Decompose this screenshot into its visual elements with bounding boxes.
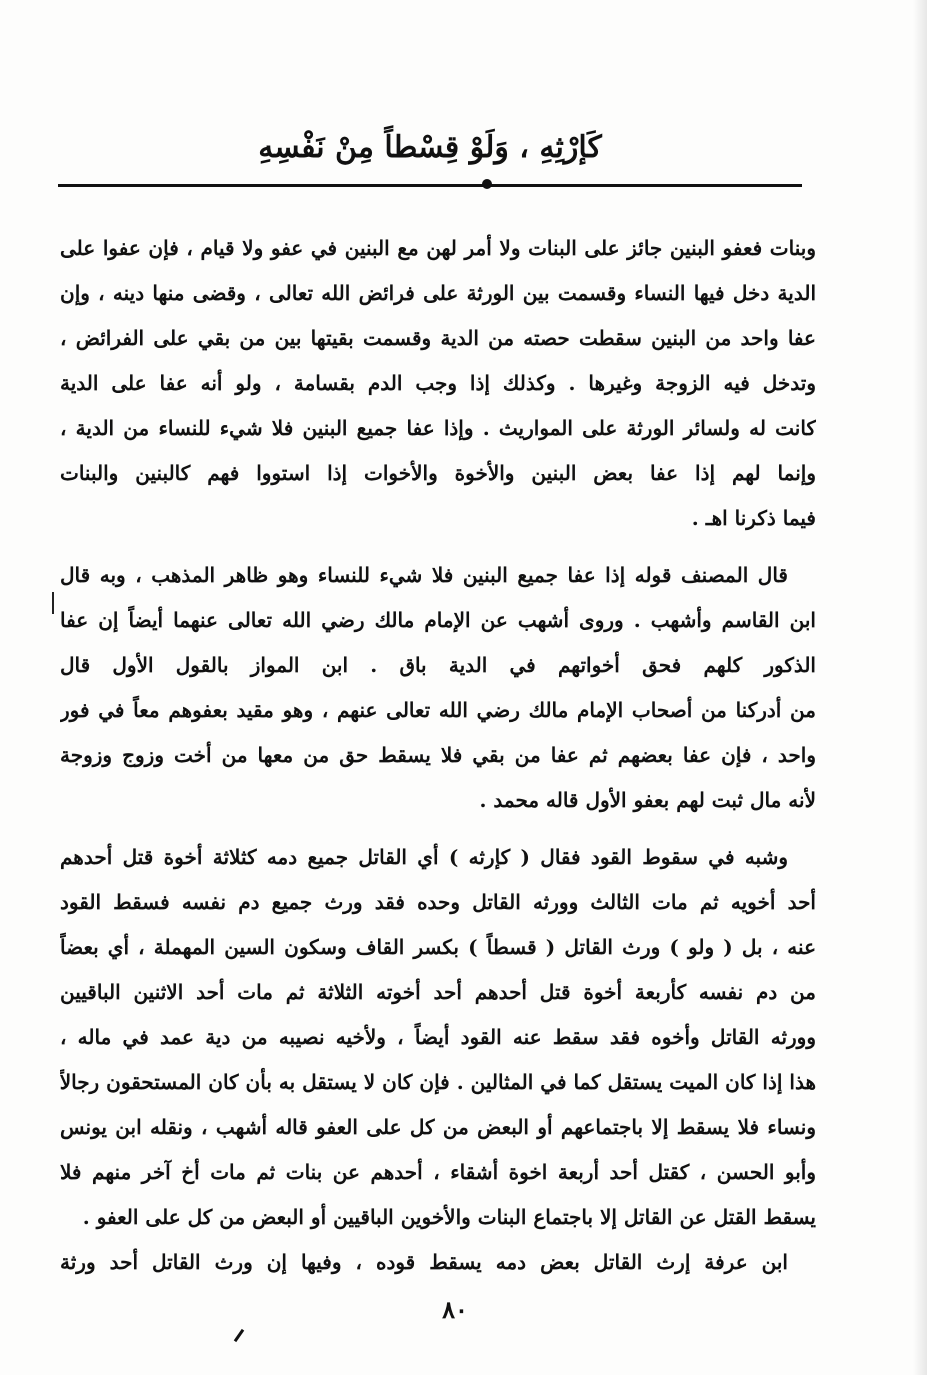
text-line: هذا إذا كان الميت يستقل كما في المثالين . فإن كان لا يستقل به بأن كان المستحقون رجالاً — [60, 1070, 816, 1094]
page-number: ٨٠ — [442, 1295, 468, 1324]
text-line: الدية دخل فيها النساء وقسمت بين الورثة على فرائض الله تعالى ، وقضى منها دينه ، وإن — [60, 281, 816, 305]
text-line: وورثه القاتل وأخوه فقد سقط عنه القود أيضاً ، ولأخيه نصيبه من دية عمد في ماله ، — [60, 1025, 816, 1049]
header-rule-ornament — [482, 179, 492, 189]
scan-edge-shadow — [913, 0, 927, 1375]
running-header: كَإرْثِهِ ، وَلَوْ قِسْطاً مِنْ نَفْسِهِ — [258, 130, 602, 165]
text-line: ابن عرفة إرث القاتل بعض دمه يسقط قوده ، وفيها إن ورث القاتل أحد ورثة — [60, 1250, 788, 1274]
margin-pen-mark — [52, 592, 54, 614]
text-line: واحد ، فإن عفا بعضهم ثم عفا من بقي فلا يسقط حق من معها من أخت وزوج وزوجة — [60, 743, 816, 767]
text-line: قال المصنف قوله إذا عفا جميع البنين فلا شيء للنساء وهو ظاهر المذهب ، وبه قال — [60, 563, 788, 587]
text-line: عنه ، بل ( ولو ) ورث القاتل ( قسطاً ) بكسر القاف وسكون السين المهملة ، أي بعضاً — [60, 935, 816, 959]
text-line: أحد أخويه ثم مات الثالث وورثه القاتل وحده فقد ورث جميع دم نفسه فسقط القود — [60, 890, 816, 914]
text-line: عفا واحد من البنين سقطت حصته من الدية وقسمت بقيتها بين من بقي على الفرائض ، — [60, 326, 816, 350]
text-line: الذكور كلهم فحق أخواتهم في الدية باق . ابن المواز بالقول الأول قال — [60, 653, 816, 677]
text-line: وتدخل فيه الزوجة وغيرها . وكذلك إذا وجب الدم بقسامة ، ولو أنه عفا على الدية — [60, 371, 816, 395]
text-line: من أدركنا من أصحاب الإمام مالك رضي الله تعالى عنهم ، وهو مقيد بعفوهم معاً في فور — [60, 698, 816, 722]
text-line: ونساء فلا يسقط إلا باجتماعهم أو البعض من كل على العفو قاله أشهب ، ونقله ابن يونس — [60, 1115, 816, 1139]
text-line: من دم نفسه كأربعة أخوة قتل أحدهم أحد أخوته الثلاثة ثم مات أحد الاثنين الباقيين — [60, 980, 816, 1004]
text-line: لأنه مال ثبت لهم بعفو الأول قاله محمد . — [479, 788, 816, 812]
text-line: وبنات فعفو البنين جائز على البنات ولا أمر لهن مع البنين في عفو ولا قيام ، فإن عفوا على — [60, 236, 816, 260]
text-line: فيما ذكرنا اهـ . — [691, 506, 816, 530]
header-rule — [58, 184, 802, 187]
text-line: يسقط القتل عن القاتل إلا باجتماع البنات والأخوين الباقيين أو البعض من كل على العفو . — [82, 1205, 816, 1229]
text-line: وأبو الحسن ، كقتل أحد أربعة اخوة أشقاء ، أحدهم عن بنات ثم مات أخ آخر منهم فلا — [60, 1160, 816, 1184]
text-line: ابن القاسم وأشهب . وروى أشهب عن الإمام مالك رضي الله تعالى عنهما أيضاً إن عفا — [60, 608, 816, 632]
body-text — [60, 226, 816, 1285]
stray-pen-mark — [234, 1329, 244, 1342]
text-line: كانت له ولسائر الورثة على المواريث . وإذا عفا جميع البنين فلا شيء للنساء من الدية ، — [60, 416, 816, 440]
text-line: وشبه في سقوط القود فقال ( كإرثه ) أي القاتل جميع دمه كثلاثة أخوة قتل أحدهم — [60, 845, 788, 869]
text-line: وإنما لهم إذا عفا بعض البنين والأخوة والأخوات إذا استووا فهم كالبنين والبنات — [60, 461, 816, 485]
